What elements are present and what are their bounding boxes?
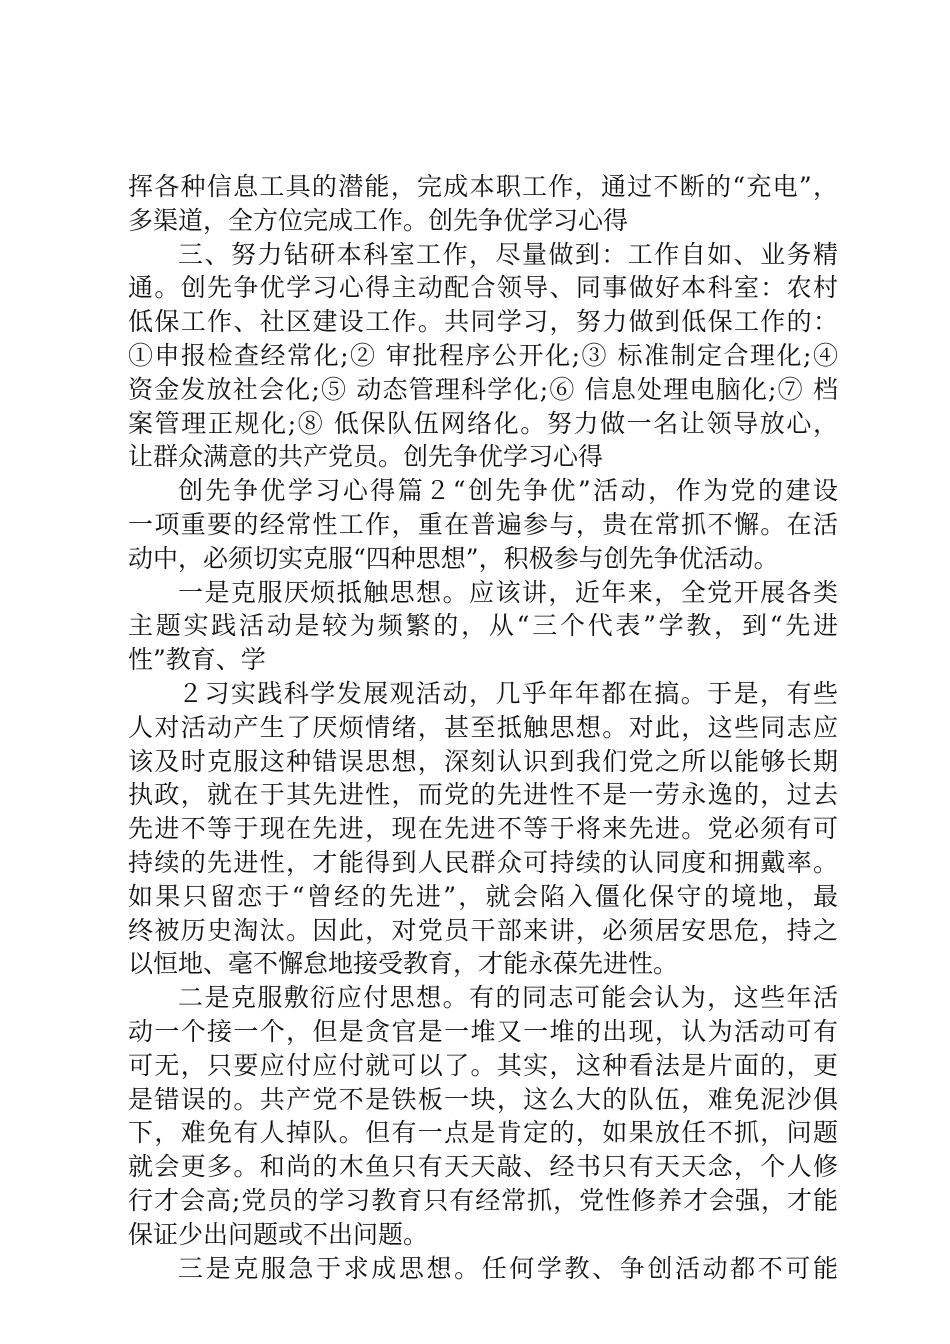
paragraph-first-line: 二是克服敷衍应付思想。有的同志可能会认为，这些年活	[178, 983, 838, 1013]
text-line: 人对活动产生了厌烦情绪，甚至抵触思想。对此，这些同志应	[128, 712, 838, 742]
text-line: 通。创先争优学习心得主动配合领导、同事做好本科室：农村	[128, 273, 838, 303]
text-line: 如果只留恋于“曾经的先进”，就会陷入僵化保守的境地，最	[128, 881, 838, 911]
text-line: 主题实践活动是较为频繁的，从“三个代表”学教，到“先进	[128, 611, 838, 641]
text-line: 动中，必须切实克服“四种思想”，积极参与创先争优活动。	[128, 543, 779, 573]
text-line: 以恒地、毫不懈怠地接受教育，才能永葆先进性。	[128, 949, 679, 979]
text-line: 终被历史淘汰。因此，对党员干部来讲，必须居安思危，持之	[128, 915, 838, 945]
text-line: 执政，就在于其先进性，而党的先进性不是一劳永逸的，过去	[128, 780, 838, 810]
text-line: 让群众满意的共产党员。创先争优学习心得	[128, 442, 604, 472]
text-line: 低保工作、社区建设工作。共同学习，努力做到低保工作的：	[128, 307, 838, 337]
document-body	[128, 170, 838, 1285]
text-line: 先进不等于现在先进，现在先进不等于将来先进。党必须有可	[128, 814, 838, 844]
text-line: 性”教育、学	[128, 645, 266, 675]
text-line: 该及时克服这种错误思想，深刻认识到我们党之所以能够长期	[128, 746, 838, 776]
paragraph-first-line: 一是克服厌烦抵触思想。应该讲，近年来，全党开展各类	[178, 577, 838, 607]
text-line: 下，难免有人掉队。但有一点是肯定的，如果放任不抓，问题	[128, 1118, 838, 1148]
text-line: 是错误的。共产党不是铁板一块，这么大的队伍，难免泥沙俱	[128, 1084, 838, 1114]
paragraph-first-line: 三、努力钻研本科室工作，尽量做到：工作自如、业务精	[178, 239, 838, 269]
text-line: 保证少出问题或不出问题。	[128, 1219, 429, 1249]
text-line: 多渠道，全方位完成工作。创先争优学习心得	[128, 205, 629, 235]
text-line: 持续的先进性，才能得到人民群众可持续的认同度和拥戴率。	[128, 847, 838, 877]
paragraph-first-line: 创先争优学习心得篇２“创先争优”活动，作为党的建设	[178, 476, 838, 506]
paragraph-first-line: 三是克服急于求成思想。任何学教、争创活动都不可能	[178, 1253, 838, 1283]
text-line: 案管理正规化;⑧ 低保队伍网络化。努力做一名让领导放心，	[128, 408, 838, 438]
text-line: 挥各种信息工具的潜能，完成本职工作，通过不断的“充电”，	[128, 172, 838, 201]
text-line: ①申报检查经常化;② 审批程序公开化;③ 标准制定合理化;④	[128, 340, 838, 370]
text-line: 一项重要的经常性工作，重在普遍参与，贵在常抓不懈。在活	[128, 509, 838, 539]
text-line: 行才会高;党员的学习教育只有经常抓，党性修养才会强，才能	[128, 1185, 838, 1215]
text-line: 资金发放社会化;⑤ 动态管理科学化;⑥ 信息处理电脑化;⑦ 档	[128, 374, 838, 404]
text-line: 可无，只要应付应付就可以了。其实，这种看法是片面的，更	[128, 1050, 838, 1080]
text-line: 动一个接一个，但是贪官是一堆又一堆的出现，认为活动可有	[128, 1016, 838, 1046]
paragraph-first-line: ２习实践科学发展观活动，几乎年年都在搞。于是，有些	[178, 678, 838, 708]
text-line: 就会更多。和尚的木鱼只有天天敲、经书只有天天念，个人修	[128, 1152, 838, 1182]
